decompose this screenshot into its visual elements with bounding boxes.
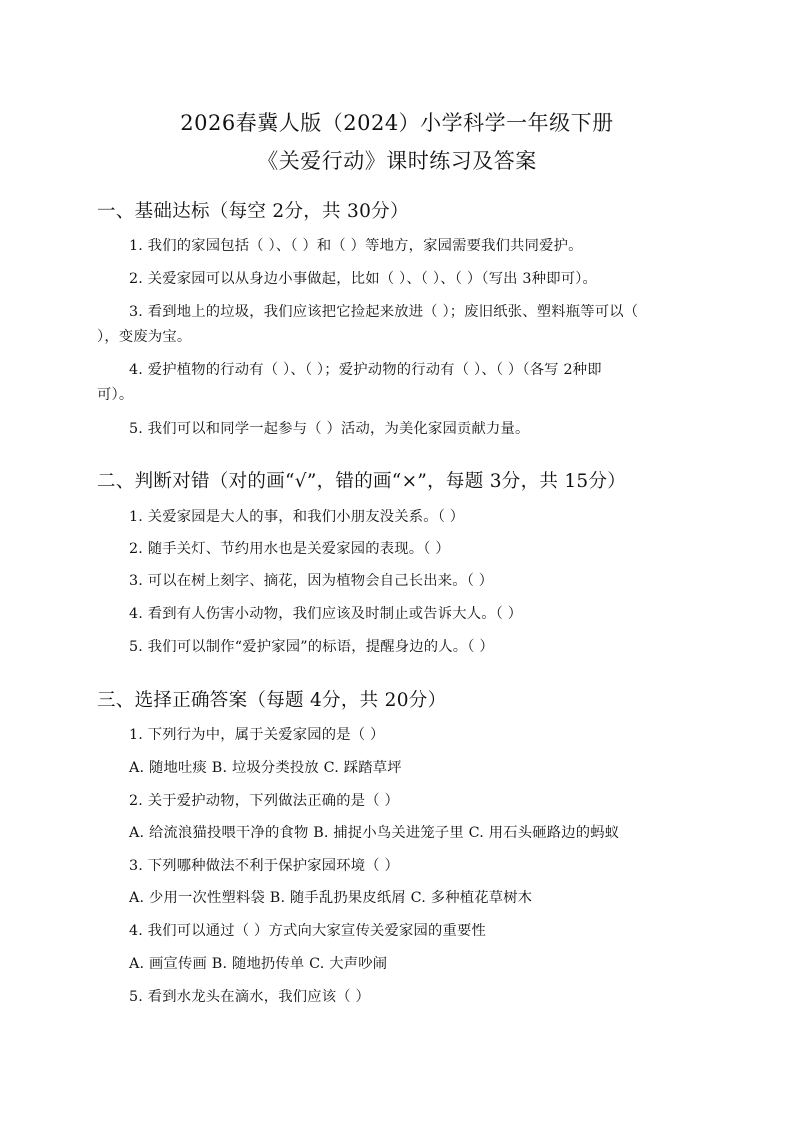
s1-question-5: 5. 我们可以和同学一起参与（ ）活动，为美化家园贡献力量。: [129, 421, 530, 437]
s3-question-2: 2. 关于爱护动物，下列做法正确的是（ ）: [129, 793, 399, 809]
s3-question-4: 4. 我们可以通过（ ）方式向大家宣传关爱家园的重要性: [129, 923, 486, 939]
document-title-line1: 2026春冀人版（2024）小学科学一年级下册: [180, 111, 614, 135]
s2-question-3: 3. 可以在树上刻字、摘花，因为植物会自己长出来。（ ）: [129, 573, 494, 589]
section-heading-true-false: 二、判断对错（对的画“√”，错的画“×”，每题 3分，共 15分）: [97, 471, 627, 492]
s3-question-1: 1. 下列行为中，属于关爱家园的是（ ）: [129, 727, 385, 743]
s1-question-2: 2. 关爱家园可以从身边小事做起，比如（ ）、（ ）、（ ）（写出 3种即可）。: [129, 271, 598, 287]
section-heading-basic: 一、基础达标（每空 2分，共 30分）: [97, 201, 409, 222]
s1-question-4-line1: 4. 爱护植物的行动有（ ）、（ ）；爱护动物的行动有（ ）、（ ）（各写 2种即: [129, 362, 602, 378]
s3-question-2-options: A. 给流浪猫投喂干净的食物 B. 捕捉小鸟关进笼子里 C. 用石头砸路边的蚂蚁: [129, 825, 620, 841]
s1-question-4-line2: 可）。: [97, 387, 134, 403]
section-heading-multiple-choice: 三、选择正确答案（每题 4分，共 20分）: [97, 690, 447, 711]
s1-question-1: 1. 我们的家园包括（ ）、（ ）和（ ）等地方，家园需要我们共同爱护。: [129, 238, 583, 254]
s2-question-4: 4. 看到有人伤害小动物，我们应该及时制止或告诉大人。（ ）: [129, 606, 523, 622]
s3-question-1-options: A. 随地吐痰 B. 垃圾分类投放 C. 踩踏草坪: [129, 760, 402, 776]
s3-question-3-options: A. 少用一次性塑料袋 B. 随手乱扔果皮纸屑 C. 多种植花草树木: [129, 890, 533, 906]
s3-question-4-options: A. 画宣传画 B. 随地扔传单 C. 大声吵闹: [129, 956, 388, 972]
s3-question-5: 5. 看到水龙头在滴水，我们应该（ ）: [129, 989, 370, 1005]
s2-question-1: 1. 关爱家园是大人的事，和我们小朋友没关系。（ ）: [129, 509, 465, 525]
s2-question-2: 2. 随手关灯、节约用水也是关爱家园的表现。（ ）: [129, 541, 450, 557]
s1-question-3-line1: 3. 看到地上的垃圾，我们应该把它捡起来放进（ ）；废旧纸张、塑料瓶等可以（: [129, 304, 639, 320]
s2-question-5: 5. 我们可以制作“爱护家园”的标语，提醒身边的人。（ ）: [129, 639, 494, 655]
document-title-line2: 《关爱行动》课时练习及答案: [257, 149, 537, 173]
s3-question-3: 3. 下列哪种做法不利于保护家园环境（ ）: [129, 858, 399, 874]
s1-question-3-line2: ），变废为宝。: [97, 329, 192, 345]
